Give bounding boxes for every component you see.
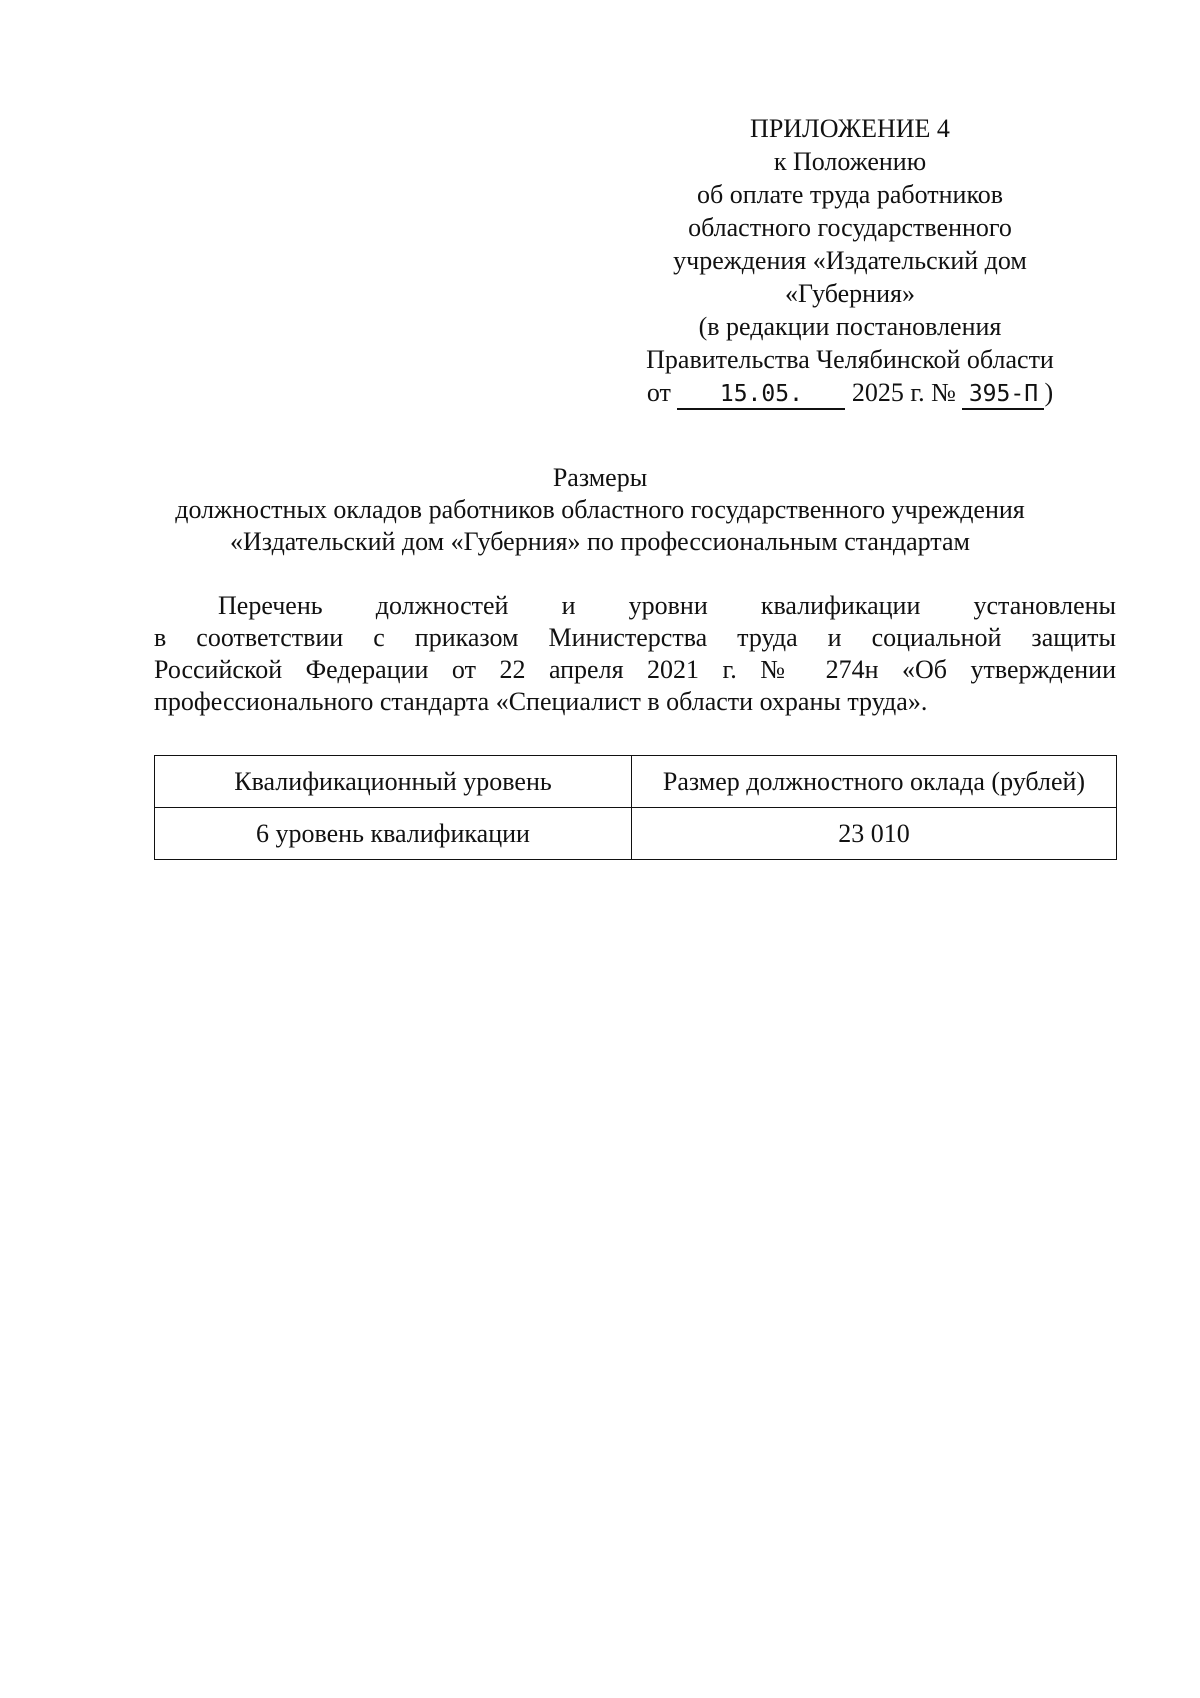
- title-line: Размеры: [552, 463, 648, 492]
- title-line: «Издательский дом «Губерния» по профессиональным стандартам: [230, 527, 970, 556]
- table-header-row: [155, 756, 1117, 808]
- document-title: [130, 462, 1070, 558]
- decree-prefix: от: [646, 378, 671, 407]
- body-paragraph: [154, 590, 1116, 718]
- appendix-line: Правительства Челябинской области: [646, 345, 1054, 374]
- appendix-title: ПРИЛОЖЕНИЕ 4: [750, 114, 950, 143]
- decree-year: 2025 г. №: [851, 378, 956, 407]
- decree-suffix: ): [1044, 378, 1054, 407]
- paragraph-line: в соответствии с приказом Министерства труда и социальной защиты: [154, 623, 1116, 652]
- table-header-cell: Размер должностного оклада (рублей): [632, 756, 1117, 808]
- appendix-line: (в редакции постановления: [698, 312, 1002, 341]
- appendix-line: учреждения «Издательский дом: [673, 246, 1027, 275]
- title-line: должностных окладов работников областного государственного учреждения: [175, 495, 1025, 524]
- paragraph-line: профессионального стандарта «Специалист в области охраны труда».: [154, 687, 928, 716]
- appendix-line: об оплате труда работников: [696, 180, 1004, 209]
- appendix-header: [600, 112, 1100, 410]
- appendix-line: к Положению: [773, 147, 927, 176]
- decree-date: 15.05.: [677, 380, 845, 410]
- table-header-cell: Квалификационный уровень: [155, 756, 632, 808]
- appendix-line: областного государственного: [688, 213, 1012, 242]
- table-cell-salary: 23 010: [632, 808, 1117, 860]
- decree-line: [600, 376, 1100, 410]
- paragraph-line: Перечень должностей и уровни квалификации установлены: [218, 591, 1116, 620]
- salary-table: [154, 755, 1117, 860]
- paragraph-line: Российской Федерации от 22 апреля 2021 г. № 274н «Об утверждении: [154, 655, 1116, 684]
- table-row: [155, 808, 1117, 860]
- table-cell-level: 6 уровень квалификации: [155, 808, 632, 860]
- appendix-line: «Губерния»: [785, 279, 915, 308]
- decree-number: 395-П: [962, 380, 1044, 410]
